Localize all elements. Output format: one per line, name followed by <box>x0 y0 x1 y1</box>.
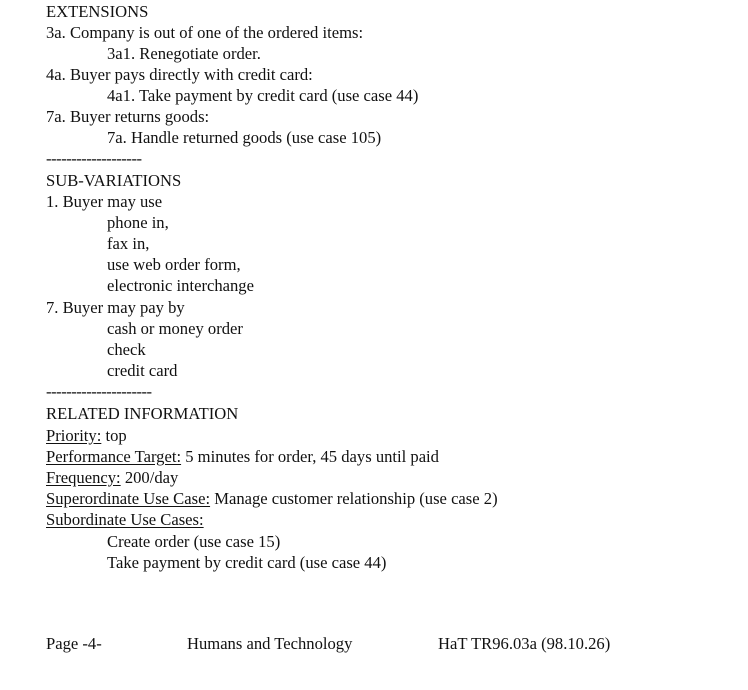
subordinate-item: Take payment by credit card (use case 44) <box>107 553 387 572</box>
footer-report-id: HaT TR96.03a (98.10.26) <box>438 634 611 653</box>
frequency-label: Frequency: <box>46 468 121 487</box>
superordinate-value: Manage customer relationship (use case 2) <box>214 489 498 508</box>
extension-3a: 3a. Company is out of one of the ordered items: <box>46 23 364 42</box>
variation-1-item: fax in, <box>107 234 150 253</box>
related-info-heading: RELATED INFORMATION <box>46 404 239 423</box>
footer-page-number: Page -4- <box>46 634 102 653</box>
priority-row <box>46 426 127 446</box>
variation-7-item: cash or money order <box>107 319 243 338</box>
extension-4a: 4a. Buyer pays directly with credit card: <box>46 65 313 84</box>
priority-value: top <box>105 426 127 445</box>
extensions-heading: EXTENSIONS <box>46 2 149 21</box>
separator-2: --------------------- <box>46 382 152 401</box>
extension-7a: 7a. Buyer returns goods: <box>46 107 210 126</box>
variation-7-item: credit card <box>107 361 178 380</box>
extension-3a1: 3a1. Renegotiate order. <box>107 44 261 63</box>
variation-1-item: electronic interchange <box>107 276 254 295</box>
extension-7a-sub: 7a. Handle returned goods (use case 105) <box>107 128 382 147</box>
superordinate-label: Superordinate Use Case: <box>46 489 211 508</box>
priority-label: Priority: <box>46 426 102 445</box>
variation-1-item: phone in, <box>107 213 169 232</box>
variation-1-item: use web order form, <box>107 255 241 274</box>
superordinate-row <box>46 489 498 509</box>
footer-center-text: Humans and Technology <box>187 634 353 653</box>
subordinate-label: Subordinate Use Cases: <box>46 510 204 529</box>
separator-1: ------------------- <box>46 149 142 168</box>
frequency-row <box>46 468 178 488</box>
performance-value: 5 minutes for order, 45 days until paid <box>185 447 439 466</box>
frequency-value: 200/day <box>124 468 179 487</box>
sub-variations-heading: SUB-VARIATIONS <box>46 171 182 190</box>
subordinate-row <box>46 510 204 530</box>
performance-label: Performance Target: <box>46 447 182 466</box>
subordinate-item: Create order (use case 15) <box>107 532 281 551</box>
performance-row <box>46 447 439 467</box>
variation-7-label: 7. Buyer may pay by <box>46 298 185 317</box>
extension-4a1: 4a1. Take payment by credit card (use case 44) <box>107 86 419 105</box>
variation-1-label: 1. Buyer may use <box>46 192 163 211</box>
variation-7-item: check <box>107 340 146 359</box>
